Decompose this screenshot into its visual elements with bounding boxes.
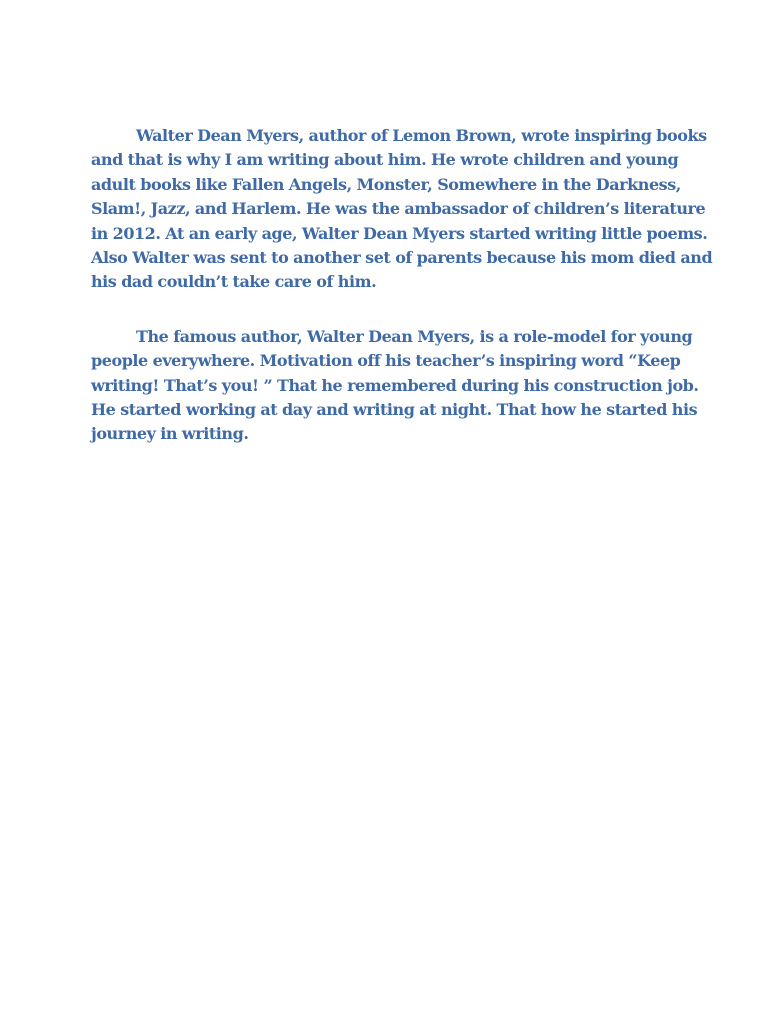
paragraph-line: in 2012. At an early age, Walter Dean Myers started writing little poems. (91, 223, 708, 243)
paragraph-line: Also Walter was sent to another set of parents because his mom died and (91, 248, 713, 268)
paragraph-line: people everywhere. Motivation off his teacher’s inspiring word “Keep (91, 351, 681, 371)
paragraph-line: journey in writing. (91, 424, 249, 444)
paragraph-line: and that is why I am writing about him. He wrote children and young (91, 150, 679, 170)
paragraph-line: adult books like Fallen Angels, Monster, Somewhere in the Darkness, (91, 174, 681, 194)
paragraph-line: Walter Dean Myers, author of Lemon Brown, wrote inspiring books (136, 126, 707, 145)
paragraph-line: He started working at day and writing at night. That how he started his (91, 400, 698, 420)
paragraph-line: Slam!, Jazz, and Harlem. He was the ambassador of children’s literature (91, 199, 706, 219)
paragraph-1 (91, 124, 713, 295)
paragraph-line: his dad couldn’t take care of him. (91, 272, 377, 292)
paragraph-2 (91, 325, 699, 447)
document-body (91, 124, 713, 477)
paragraph-line: writing! That’s you! ” That he remembered during his construction job. (91, 375, 699, 395)
paragraph-line: The famous author, Walter Dean Myers, is a role-model for young (136, 326, 693, 346)
